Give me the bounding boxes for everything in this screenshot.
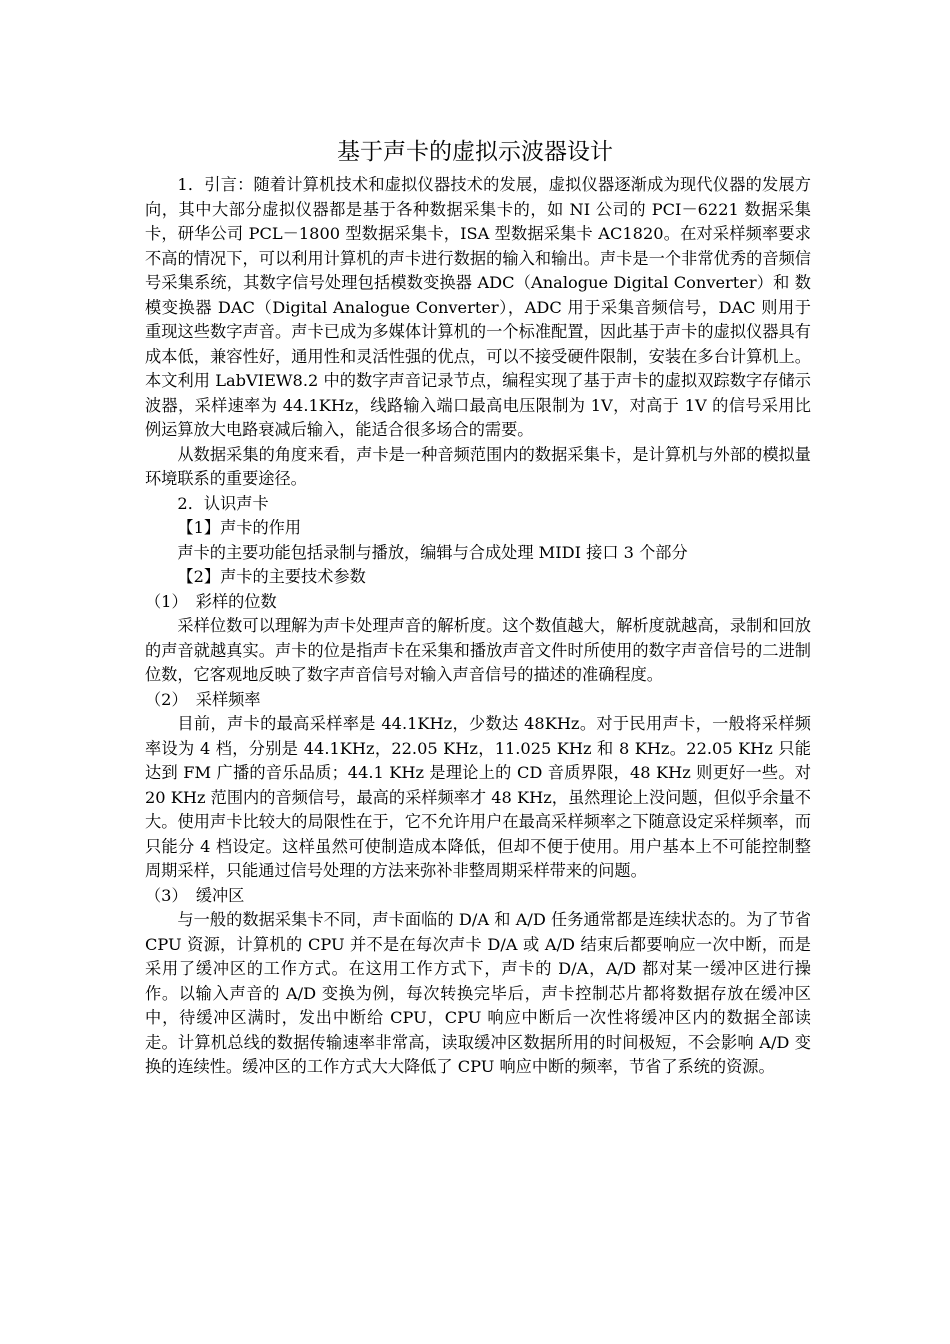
paragraph-card-function: 声卡的主要功能包括录制与播放，编辑与合成处理 MIDI 接口 3 个部分 bbox=[177, 542, 688, 562]
section-heading-2: 2．认识声卡 bbox=[177, 493, 269, 513]
document-body bbox=[145, 173, 811, 1080]
subsection-heading-1: 【1】声卡的作用 bbox=[177, 518, 302, 537]
paragraph-intro: 1．引言：随着计算机技术和虚拟仪器技术的发展，虚拟仪器逐渐成为现代仪器的发展方向，其中大部分虚拟仪器都是基于各种数据采集卡的，如 NI 公司的 PCI－6221 数据采集卡，研华公司 PCL－1800 型数据采集卡，ISA 型数据采集卡 AC1820。在对采样频率要求不高的情况下，可以利用计算机的声卡进行数据的输入和输出。声卡是一个非常优秀的音频信号采集系统，其数字信号处理包括模数变换器 ADC（Analogue Digital Converter）和 数模变换器 DAC（Digital Analogue Converter），ADC 用于采集音频信号，DAC 则用于重现这些数字声音。声卡已成为多媒体计算机的一个标准配置，因此基于声卡的虚拟仪器具有成本低，兼容性好，通用性和灵活性强的优点，可以不接受硬件限制，安装在多台计算机上。本文利用 LabVIEW8.2 中的数字声音记录节点，编程实现了基于声卡的虚拟双踪数字存储示波器，采样速率为 44.1KHz，线路输入端口最高电压限制为 1V，对高于 1V 的信号采用比例运算放大电路衰减后输入，能适合很多场合的需要。 bbox=[145, 175, 811, 439]
item-heading-1: （1） 彩样的位数 bbox=[145, 591, 277, 611]
paragraph-sample-bits: 采样位数可以理解为声卡处理声音的解析度。这个数值越大，解析度就越高，录制和回放的声音就越真实。声卡的位是指声卡在采集和播放声音文件时所使用的数字声音信号的二进制位数，它客观地反映了数字声音信号对输入声音信号的描述的准确程度。 bbox=[145, 616, 811, 684]
item-heading-3: （3） 缓冲区 bbox=[145, 885, 245, 905]
subsection-heading-2: 【2】声卡的主要技术参数 bbox=[177, 567, 366, 586]
paragraph-data-acquisition: 从数据采集的角度来看，声卡是一种音频范围内的数据采集卡，是计算机与外部的模拟量环境联系的重要途径。 bbox=[145, 444, 811, 488]
item-heading-2: （2） 采样频率 bbox=[145, 689, 261, 709]
paragraph-sample-rate: 目前，声卡的最高采样率是 44.1KHz，少数达 48KHz。对于民用声卡，一般将采样频率设为 4 档，分别是 44.1KHz，22.05 KHz，11.025 KHz 和 8 KHz。22.05 KHz 只能达到 FM 广播的音乐品质；44.1 KHz 是理论上的 CD 音质界限，48 KHz 则更好一些。对 20 KHz 范围内的音频信号，最高的采样频率才 48 KHz，虽然理论上没问题，但似乎余量不大。使用声卡比较大的局限性在于，它不允许用户在最高采样频率之下随意设定采样频率，而只能分 4 档设定。这样虽然可使制造成本降低，但却不便于使用。用户基本上不可能控制整周期采样，只能通过信号处理的方法来弥补非整周期采样带来的问题。 bbox=[145, 714, 811, 880]
paragraph-buffer: 与一般的数据采集卡不同，声卡面临的 D/A 和 A/D 任务通常都是连续状态的。为了节省 CPU 资源，计算机的 CPU 并不是在每次声卡 D/A 或 A/D 结束后都要响应一次中断，而是采用了缓冲区的工作方式。在这用工作方式下，声卡的 D/A，A/D 都对某一缓冲区进行操作。以输入声音的 A/D 变换为例，每次转换完毕后，声卡控制芯片都将数据存放在缓冲区中，待缓冲区满时，发出中断给 CPU，CPU 响应中断后一次性将缓冲区内的数据全部读走。计算机总线的数据传输速率非常高，读取缓冲区数据所用的时间极短，不会影响 A/D 变换的连续性。缓冲区的工作方式大大降低了 CPU 响应中断的频率，节省了系统的资源。 bbox=[145, 910, 811, 1076]
document-title: 基于声卡的虚拟示波器设计 bbox=[337, 139, 613, 165]
